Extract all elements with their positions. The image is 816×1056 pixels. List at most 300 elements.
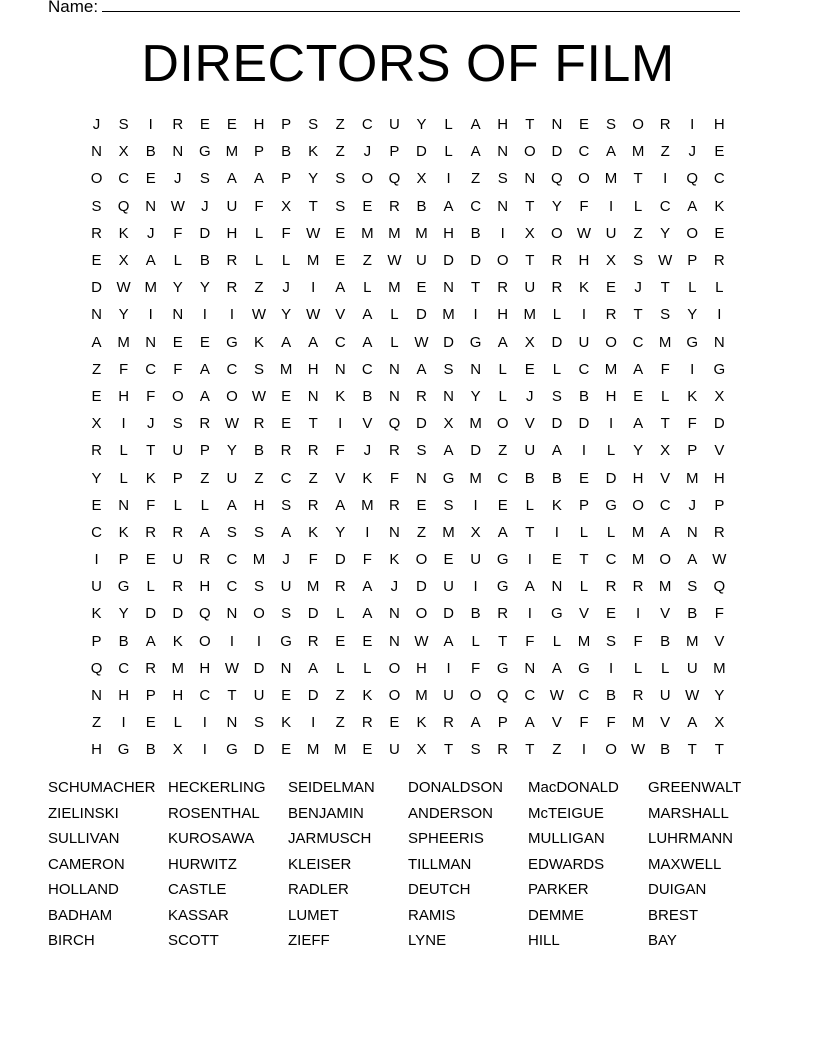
grid-letter: N: [307, 387, 319, 405]
grid-letter: C: [713, 170, 725, 188]
grid-letter: A: [308, 659, 319, 677]
grid-letter: V: [660, 469, 671, 487]
grid-letter: Q: [713, 578, 726, 596]
grid-letter: I: [690, 360, 695, 378]
grid-letter: Q: [388, 415, 401, 433]
grid-letter: K: [416, 714, 427, 732]
grid-letter: O: [496, 252, 509, 270]
grid-letter: R: [605, 306, 617, 324]
grid-letter: M: [577, 632, 591, 650]
grid-letter: L: [254, 252, 264, 270]
grid-letter: M: [117, 333, 130, 351]
grid-letter: E: [172, 333, 183, 351]
grid-letter: N: [91, 687, 102, 705]
grid-letter: S: [254, 714, 265, 732]
grid-letter: F: [579, 197, 589, 215]
grid-letter: M: [306, 741, 320, 759]
grid-letter: K: [118, 523, 129, 541]
grid-letter: L: [498, 360, 507, 378]
word-list-item: MARSHALL: [648, 804, 729, 822]
word-list-item: SCOTT: [168, 932, 219, 949]
grid-row: [83, 600, 733, 627]
grid-letter: I: [473, 578, 478, 596]
grid-letter: R: [91, 224, 102, 242]
grid-letter: C: [280, 469, 292, 487]
grid-letter: M: [523, 306, 537, 324]
grid-letter: F: [254, 197, 264, 215]
grid-letter: C: [361, 360, 373, 378]
grid-letter: O: [415, 551, 428, 569]
grid-letter: I: [473, 496, 478, 514]
grid-letter: F: [146, 496, 156, 514]
grid-letter: J: [146, 415, 155, 433]
grid-letter: F: [633, 632, 643, 650]
grid-letter: O: [90, 170, 103, 188]
grid-letter: Z: [254, 469, 264, 487]
grid-letter: F: [335, 442, 345, 460]
grid-letter: T: [633, 306, 643, 324]
grid-letter: R: [632, 687, 644, 705]
grid-letter: Q: [90, 659, 103, 677]
grid-letter: R: [605, 578, 617, 596]
grid-row: [83, 464, 733, 491]
page-title: DIRECTORS OF FILM: [141, 35, 675, 93]
grid-letter: Q: [199, 605, 211, 623]
grid-letter: N: [443, 279, 454, 297]
grid-letter: M: [713, 659, 726, 677]
word-list-item: HECKERLING: [168, 779, 266, 796]
grid-row: [83, 628, 733, 655]
grid-letter: W: [414, 632, 429, 650]
grid-letter: E: [578, 116, 589, 134]
grid-letter: G: [117, 578, 130, 596]
grid-letter: C: [578, 143, 590, 161]
grid-letter: Q: [117, 197, 130, 215]
grid-letter: R: [551, 252, 563, 270]
grid-letter: U: [443, 578, 454, 596]
grid-letter: N: [388, 523, 400, 541]
grid-letter: G: [713, 360, 726, 378]
grid-letter: H: [713, 469, 725, 487]
grid-letter: C: [199, 687, 211, 705]
grid-letter: L: [552, 360, 562, 378]
grid-letter: V: [335, 469, 346, 487]
grid-letter: G: [280, 632, 292, 650]
grid-letter: N: [524, 170, 536, 188]
grid-letter: E: [578, 469, 589, 487]
grid-letter: N: [713, 333, 725, 351]
grid-letter: S: [254, 360, 265, 378]
grid-letter: M: [333, 741, 347, 759]
grid-letter: B: [416, 197, 427, 215]
grid-letter: C: [659, 496, 671, 514]
grid-letter: O: [171, 387, 184, 405]
grid-letter: Y: [226, 442, 237, 460]
grid-letter: A: [606, 143, 617, 161]
word-list-item: MULLIGAN: [528, 830, 605, 847]
grid-letter: S: [226, 523, 237, 541]
grid-letter: E: [281, 415, 292, 433]
grid-letter: K: [281, 714, 292, 732]
grid-letter: A: [497, 523, 508, 541]
grid-letter: D: [416, 578, 427, 596]
grid-letter: I: [121, 415, 126, 433]
grid-letter: P: [281, 116, 292, 134]
grid-letter: V: [660, 605, 671, 623]
grid-letter: B: [145, 143, 156, 161]
grid-letter: L: [254, 224, 264, 242]
grid-letter: O: [199, 632, 211, 650]
grid-letter: A: [443, 442, 454, 460]
grid-row: [83, 492, 733, 519]
grid-letter: T: [660, 415, 670, 433]
name-label: Name:: [48, 0, 99, 16]
grid-letter: J: [390, 578, 399, 596]
grid-letter: W: [251, 306, 267, 324]
grid-letter: A: [362, 605, 373, 623]
grid-letter: H: [605, 387, 617, 405]
grid-letter: C: [361, 116, 373, 134]
grid-letter: W: [549, 687, 564, 705]
grid-letter: C: [91, 523, 102, 541]
word-list-item: BENJAMIN: [288, 804, 364, 822]
grid-row: [83, 519, 733, 546]
word-list-item: SEIDELMAN: [288, 779, 375, 796]
grid-letter: H: [416, 659, 427, 677]
grid-letter: E: [416, 496, 427, 514]
grid-letter: F: [687, 415, 697, 433]
grid-letter: L: [444, 143, 453, 161]
grid-letter: K: [254, 333, 265, 351]
word-list-item: ZIEFF: [288, 932, 330, 949]
grid-letter: M: [604, 170, 618, 188]
grid-letter: E: [91, 496, 102, 514]
grid-letter: H: [199, 659, 211, 677]
grid-row: [83, 165, 733, 192]
grid-letter: I: [608, 659, 614, 677]
grid-letter: K: [362, 687, 373, 705]
grid-letter: D: [470, 442, 482, 460]
grid-letter: W: [658, 252, 673, 270]
grid-letter: E: [606, 605, 617, 623]
grid-letter: I: [581, 306, 587, 324]
grid-letter: U: [172, 442, 184, 460]
grid-letter: W: [224, 659, 240, 677]
grid-letter: M: [631, 523, 645, 541]
grid-row: [83, 111, 733, 138]
grid-letter: N: [388, 360, 400, 378]
grid-letter: L: [633, 659, 643, 677]
grid-letter: T: [525, 252, 535, 270]
grid-letter: R: [307, 496, 319, 514]
word-list-item: EDWARDS: [528, 855, 605, 873]
grid-letter: J: [282, 551, 290, 569]
grid-letter: T: [687, 741, 697, 759]
grid-letter: H: [578, 252, 590, 270]
word-list-item: BAY: [648, 932, 677, 949]
grid-letter: D: [416, 143, 427, 161]
grid-letter: C: [226, 360, 238, 378]
word-list-item: BIRCH: [48, 932, 95, 949]
grid-letter: L: [606, 523, 616, 541]
grid-letter: V: [551, 714, 562, 732]
grid-letter: M: [252, 551, 266, 569]
grid-letter: P: [172, 469, 183, 487]
grid-letter: B: [199, 252, 210, 270]
grid-letter: R: [443, 714, 454, 732]
grid-letter: I: [148, 306, 153, 324]
grid-letter: G: [551, 605, 563, 623]
grid-row: [83, 220, 733, 247]
grid-letter: A: [687, 714, 698, 732]
word-list-item: RAMIS: [408, 906, 456, 924]
grid-letter: D: [253, 741, 265, 759]
grid-row: [83, 356, 733, 383]
grid-letter: O: [415, 605, 428, 623]
grid-letter: L: [552, 306, 562, 324]
grid-letter: A: [199, 387, 210, 405]
grid-letter: Z: [254, 279, 264, 297]
word-list-item: McTEIGUE: [528, 804, 604, 822]
grid-letter: W: [576, 224, 592, 242]
grid-letter: I: [500, 224, 505, 242]
grid-letter: K: [172, 632, 183, 650]
grid-letter: I: [690, 116, 695, 134]
grid-letter: W: [116, 279, 131, 297]
grid-letter: W: [631, 741, 646, 759]
grid-letter: I: [608, 415, 614, 433]
grid-letter: A: [145, 252, 156, 270]
grid-letter: N: [524, 659, 536, 677]
grid-letter: R: [416, 387, 427, 405]
grid-letter: Y: [660, 224, 671, 242]
grid-letter: U: [388, 116, 400, 134]
grid-letter: O: [388, 659, 401, 677]
grid-letter: D: [172, 605, 184, 623]
grid-letter: D: [443, 605, 454, 623]
grid-letter: G: [496, 659, 509, 677]
grid-letter: C: [470, 197, 482, 215]
grid-letter: J: [688, 143, 696, 161]
grid-letter: I: [311, 714, 316, 732]
grid-letter: K: [145, 469, 156, 487]
grid-letter: F: [308, 551, 318, 569]
grid-letter: M: [469, 415, 482, 433]
word-list-item: HURWITZ: [168, 855, 237, 873]
grid-letter: S: [606, 632, 617, 650]
grid-letter: A: [335, 496, 346, 514]
grid-letter: M: [686, 469, 699, 487]
grid-letter: D: [551, 333, 563, 351]
grid-letter: M: [171, 659, 185, 677]
word-list-item: MAXWELL: [648, 855, 722, 873]
grid-letter: X: [714, 387, 725, 405]
grid-letter: Z: [91, 360, 102, 378]
grid-letter: Y: [714, 687, 725, 705]
grid-letter: F: [389, 469, 399, 487]
grid-letter: A: [362, 306, 373, 324]
grid-letter: J: [146, 224, 155, 242]
grid-row: [83, 247, 733, 274]
grid-letter: G: [226, 741, 238, 759]
grid-letter: E: [199, 333, 210, 351]
grid-letter: L: [119, 442, 128, 460]
grid-letter: A: [226, 170, 237, 188]
grid-letter: D: [307, 605, 319, 623]
grid-letter: X: [118, 143, 129, 161]
grid-letter: T: [498, 632, 508, 650]
grid-row: [83, 329, 733, 356]
grid-letter: K: [578, 279, 589, 297]
grid-letter: A: [524, 714, 535, 732]
grid-letter: H: [497, 116, 509, 134]
grid-letter: O: [361, 170, 374, 188]
grid-letter: J: [174, 170, 182, 188]
grid-letter: U: [524, 442, 536, 460]
grid-letter: V: [335, 306, 346, 324]
grid-row: [83, 573, 733, 600]
grid-letter: Y: [118, 605, 129, 623]
grid-letter: J: [363, 442, 372, 460]
grid-letter: S: [633, 252, 644, 270]
grid-letter: M: [604, 360, 618, 378]
word-list-item: CASTLE: [168, 881, 227, 898]
grid-letter: G: [469, 333, 482, 351]
grid-letter: P: [254, 143, 265, 161]
grid-letter: H: [253, 496, 265, 514]
grid-letter: R: [713, 523, 725, 541]
grid-letter: R: [659, 116, 671, 134]
grid-letter: B: [470, 224, 481, 242]
grid-letter: E: [199, 116, 210, 134]
grid-letter: U: [605, 224, 617, 242]
grid-letter: R: [388, 496, 400, 514]
word-list-item: KUROSAWA: [168, 830, 255, 847]
grid-letter: D: [416, 306, 427, 324]
grid-letter: Z: [335, 687, 345, 705]
grid-letter: U: [443, 687, 454, 705]
grid-letter: H: [199, 578, 211, 596]
grid-letter: A: [416, 360, 427, 378]
grid-letter: Y: [91, 469, 102, 487]
grid-letter: P: [687, 252, 698, 270]
grid-letter: L: [336, 659, 345, 677]
grid-letter: F: [146, 387, 156, 405]
grid-letter: L: [498, 387, 507, 405]
grid-letter: O: [578, 170, 590, 188]
grid-letter: Q: [388, 170, 401, 188]
grid-letter: T: [525, 741, 535, 759]
grid-letter: Z: [335, 116, 345, 134]
grid-letter: S: [308, 116, 319, 134]
grid-letter: F: [714, 605, 724, 623]
grid-letter: K: [335, 387, 346, 405]
grid-letter: B: [470, 605, 481, 623]
grid-letter: P: [145, 687, 156, 705]
grid-letter: X: [416, 170, 427, 188]
grid-letter: Z: [335, 714, 345, 732]
grid-letter: V: [578, 605, 589, 623]
grid-letter: T: [308, 197, 318, 215]
grid-letter: D: [307, 687, 319, 705]
grid-letter: E: [362, 741, 373, 759]
grid-letter: Y: [551, 197, 562, 215]
grid-letter: U: [416, 252, 427, 270]
grid-letter: P: [714, 496, 725, 514]
grid-letter: M: [415, 687, 428, 705]
grid-letter: N: [443, 387, 454, 405]
grid-letter: D: [416, 415, 427, 433]
grid-letter: L: [390, 333, 399, 351]
grid-letter: U: [91, 578, 102, 596]
grid-letter: X: [470, 523, 481, 541]
grid-letter: E: [335, 252, 346, 270]
grid-letter: A: [633, 415, 644, 433]
word-list-item: GREENWALT: [648, 779, 742, 796]
grid-letter: O: [551, 224, 563, 242]
grid-letter: Y: [470, 387, 481, 405]
grid-letter: X: [443, 415, 454, 433]
grid-letter: A: [524, 578, 535, 596]
grid-letter: Y: [118, 306, 129, 324]
grid-letter: K: [118, 224, 129, 242]
grid-letter: C: [118, 659, 130, 677]
grid-letter: I: [636, 605, 641, 623]
grid-letter: G: [199, 143, 211, 161]
grid-letter: H: [632, 469, 644, 487]
grid-letter: B: [145, 741, 156, 759]
grid-letter: C: [605, 551, 617, 569]
grid-letter: E: [551, 551, 562, 569]
grid-letter: Z: [633, 224, 643, 242]
grid-letter: R: [632, 578, 644, 596]
grid-letter: O: [659, 551, 672, 569]
grid-letter: J: [201, 197, 209, 215]
grid-letter: N: [226, 714, 238, 732]
grid-letter: C: [334, 333, 346, 351]
grid-letter: C: [118, 170, 130, 188]
word-list-item: ZIELINSKI: [48, 804, 119, 822]
grid-letter: U: [686, 659, 698, 677]
grid-letter: A: [633, 360, 644, 378]
grid-letter: M: [686, 632, 699, 650]
grid-row: [83, 682, 733, 709]
grid-letter: U: [226, 469, 238, 487]
grid-letter: R: [226, 279, 238, 297]
grid-letter: R: [145, 523, 157, 541]
grid-letter: F: [173, 360, 183, 378]
grid-letter: N: [470, 360, 482, 378]
grid-letter: N: [172, 306, 184, 324]
grid-letter: Y: [199, 279, 210, 297]
word-list-item: LUMET: [288, 906, 339, 924]
grid-letter: Z: [416, 523, 427, 541]
grid-letter: G: [442, 469, 455, 487]
grid-letter: I: [121, 714, 126, 732]
grid-letter: U: [388, 741, 400, 759]
grid-letter: S: [254, 523, 265, 541]
grid-letter: I: [581, 741, 587, 759]
grid-letter: E: [524, 360, 535, 378]
grid-letter: L: [661, 387, 670, 405]
grid-letter: B: [281, 143, 292, 161]
grid-letter: X: [524, 333, 535, 351]
grid-letter: T: [227, 687, 237, 705]
grid-letter: A: [660, 523, 671, 541]
grid-letter: M: [388, 279, 401, 297]
grid-letter: V: [714, 442, 725, 460]
grid-letter: R: [334, 578, 346, 596]
